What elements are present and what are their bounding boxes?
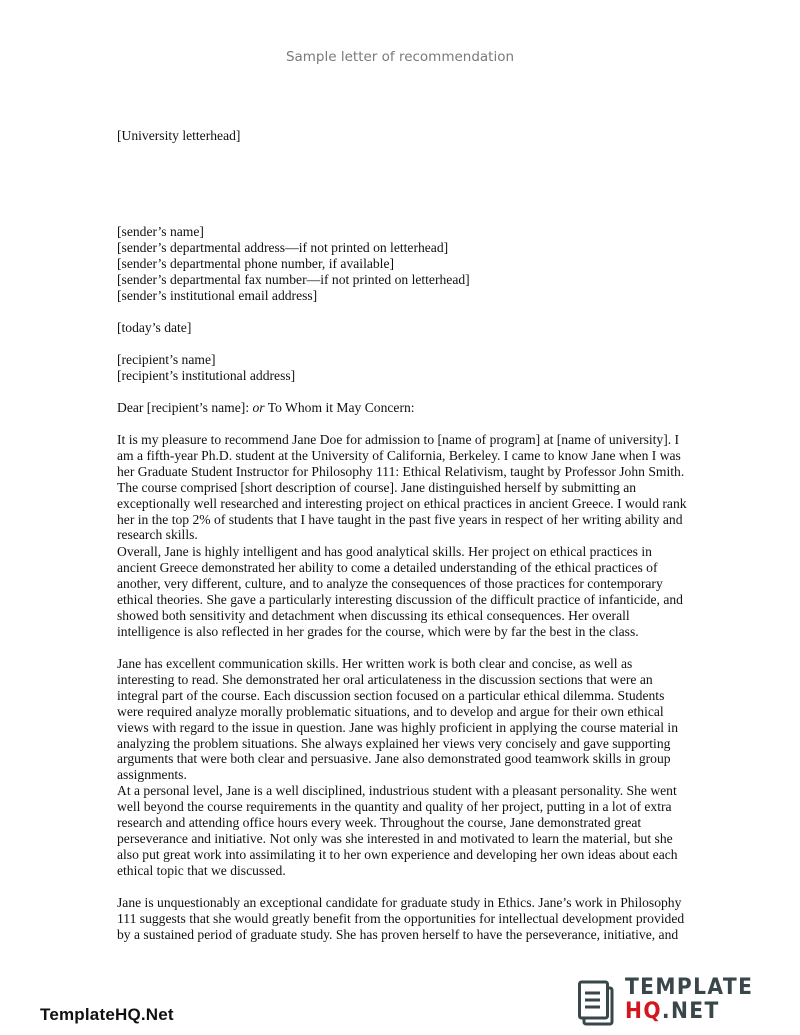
letterhead-placeholder (117, 128, 691, 144)
logo-line-template: TEMPLATE (625, 975, 754, 1000)
paragraph-text: Jane is unquestionably an exceptional candidate for graduate study in Ethics. Jane’s work in Philosophy 111 suggests that she would greatly benefit from the opportunities for intellectual development provided by a sustained period of graduate study. She has proven herself to have the perseverance, initiative, and (117, 895, 685, 942)
date-block (117, 320, 691, 336)
salutation-prefix: Dear [recipient’s name]: (117, 400, 253, 415)
paragraph-text: It is my pleasure to recommend Jane Doe for admission to [name of program] at [name of university]. I am a fifth-year Ph.D. student at the University of California, Berkeley. I came to know Jane when I was her Graduate Student Instructor for Philosophy 111: Ethical Relativism, taught by Professor John Smith. The course comprised [short description of course]. Jane distinguished herself by submitting an exceptionally well researched and interesting project on ethical practices in ancient Greece. I would rank her in the top 2% of students that I have taught in the past five years in respect of her writing ability and research skills. (117, 432, 687, 543)
body-paragraph-5 (117, 895, 691, 943)
sender-block (117, 224, 691, 304)
recipient-block (117, 352, 691, 384)
recipient-line: [recipient’s institutional address] (117, 367, 296, 383)
sender-line: [sender’s name] (117, 224, 204, 239)
templatehq-logo (578, 976, 768, 1030)
salutation-text (117, 400, 691, 416)
paragraph-text: At a personal level, Jane is a well disciplined, industrious student with a pleasant personality. She went well beyond the course requirements in the quantity and quality of her project, putting in a lot of extra research and attending office hours every week. Throughout the course, Jane demonstrated great perseverance and initiative. Not only was she interested in and motivated to learn the material, but she also put great work into assimilating it to her own experience and developing her own ideas about each ethical topic that we discussed. (117, 783, 678, 878)
sender-line: [sender’s departmental fax number—if not printed on letterhead] (117, 271, 470, 287)
sender-line: [sender’s departmental address—if not printed on letterhead] (117, 239, 449, 255)
watermark-text: TemplateHQ.Net (40, 1005, 174, 1024)
logo-hq: HQ (625, 999, 662, 1024)
date-text: [today’s date] (117, 320, 192, 335)
body-paragraph-2 (117, 544, 691, 639)
sender-line: [sender’s institutional email address] (117, 287, 318, 303)
salutation-suffix: To Whom it May Concern: (264, 400, 415, 415)
salutation-or: or (252, 400, 265, 415)
body-paragraph-4 (117, 783, 691, 878)
recipient-line: [recipient’s name] (117, 352, 216, 367)
paragraph-text: Overall, Jane is highly intelligent and has good analytical skills. Her project on ethical practices in ancient Greece demonstrated her ability to come a detailed understanding of the ethical practices of another, very different, culture, and to analyze the consequences of those practices for contemporary ethical theories. She gave a particularly interesting discussion of the difficult practice of infanticide, and showed both sensitivity and detachment when discussing its ethical consequences. Her overall intelligence is also reflected in her grades for the course, which were by far the best in the class. (117, 544, 683, 639)
body-paragraph-1 (117, 432, 691, 543)
sender-line: [sender’s departmental phone number, if available] (117, 255, 395, 271)
logo-wordmark (625, 976, 753, 1024)
logo-line-hqnet (625, 1000, 753, 1024)
letterhead-text: [University letterhead] (117, 128, 241, 143)
document-stack-icon (578, 980, 618, 1028)
logo-net: .NET (661, 999, 720, 1024)
body-paragraph-3 (117, 656, 691, 783)
salutation (117, 400, 691, 416)
document-title: Sample letter of recommendation (285, 49, 515, 65)
paragraph-text: Jane has excellent communication skills. Her written work is both clear and concise, as well as interesting to read. She demonstrated her oral articulateness in the discussion sections that were an integral part of the course. Each discussion section focused on a particular ethical dilemma. Students were required analyze morally problematic situations, and to develop and argue for their own ethical views with regard to the issue in question. Jane was highly proficient in applying the course material in analyzing the problem situations. She always explained her views very concisely and gave supporting arguments that were both clear and persuasive. Jane also demonstrated good teamwork skills in group assignments. (117, 656, 678, 783)
